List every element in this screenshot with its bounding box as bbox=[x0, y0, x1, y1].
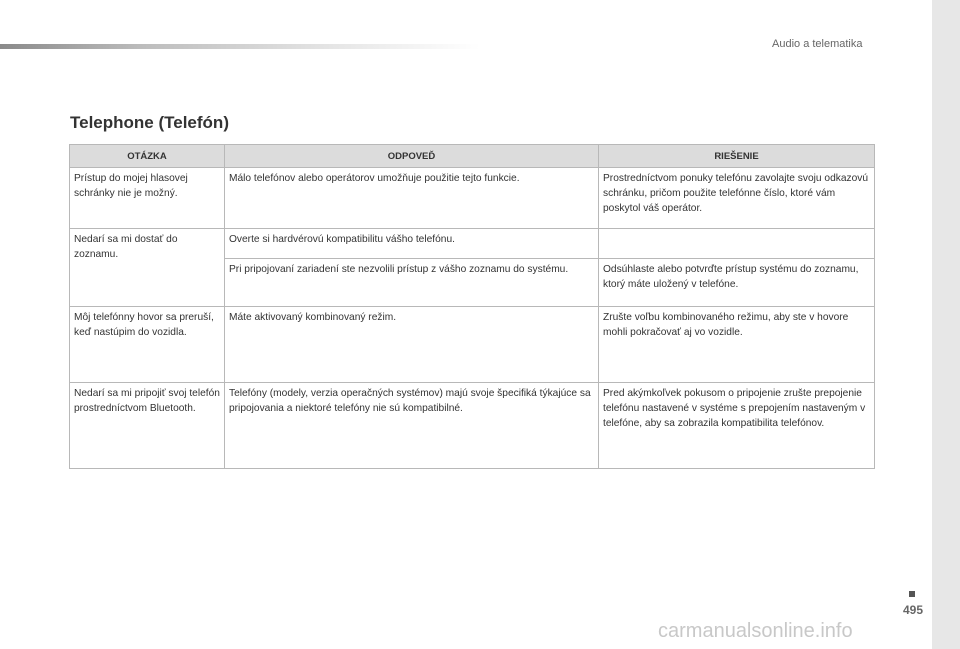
solution-cell: Prostredníctvom ponuky telefónu zavolajte svoju odkazovú schránku, pričom použite telefónne číslo, ktoré vám poskytol váš operátor. bbox=[599, 168, 875, 229]
page-number: 495 bbox=[903, 603, 924, 617]
column-header-answer: ODPOVEĎ bbox=[225, 145, 599, 168]
column-header-question: OTÁZKA bbox=[70, 145, 225, 168]
question-cell: Prístup do mojej hlasovej schránky nie je možný. bbox=[70, 168, 225, 229]
table-header-row bbox=[70, 145, 875, 168]
answer-cell: Máte aktivovaný kombinovaný režim. bbox=[225, 307, 599, 383]
answer-cell: Málo telefónov alebo operátorov umožňuje použitie tejto funkcie. bbox=[225, 168, 599, 229]
question-cell: Nedarí sa mi dostať do zoznamu. bbox=[70, 229, 225, 307]
page-edge-strip bbox=[932, 0, 960, 649]
watermark: carmanualsonline.info bbox=[658, 620, 853, 642]
section-title: Audio a telematika bbox=[772, 38, 863, 50]
page-title: Telephone (Telefón) bbox=[70, 113, 229, 132]
question-cell: Môj telefónny hovor sa preruší, keď nastúpim do vozidla. bbox=[70, 307, 225, 383]
table-row bbox=[70, 307, 875, 383]
answer-cell: Pri pripojovaní zariadení ste nezvolili prístup z vášho zoznamu do systému. bbox=[225, 259, 599, 307]
solution-cell: Odsúhlaste alebo potvrďte prístup systému do zoznamu, ktorý máte uložený v telefóne. bbox=[599, 259, 875, 307]
solution-cell: Pred akýmkoľvek pokusom o pripojenie zrušte prepojenie telefónu nastavené v systéme s prepojením nastaveným v telefóne, aby sa zobrazila kompatibilita telefónov. bbox=[599, 383, 875, 469]
table-row bbox=[70, 168, 875, 229]
page-marker-icon bbox=[909, 591, 915, 597]
faq-table bbox=[69, 144, 875, 469]
question-cell: Nedarí sa mi pripojiť svoj telefón prostredníctvom Bluetooth. bbox=[70, 383, 225, 469]
solution-cell: Zrušte voľbu kombinovaného režimu, aby ste v hovore mohli pokračovať aj vo vozidle. bbox=[599, 307, 875, 383]
answer-cell: Overte si hardvérovú kompatibilitu vášho telefónu. bbox=[225, 229, 599, 259]
answer-cell: Telefóny (modely, verzia operačných systémov) majú svoje špecifiká týkajúce sa pripojovania a niektoré telefóny nie sú kompatibilné. bbox=[225, 383, 599, 469]
table-row bbox=[70, 229, 875, 259]
table-row bbox=[70, 383, 875, 469]
header-gradient-bar bbox=[0, 44, 480, 49]
solution-cell bbox=[599, 229, 875, 259]
column-header-solution: RIEŠENIE bbox=[599, 145, 875, 168]
